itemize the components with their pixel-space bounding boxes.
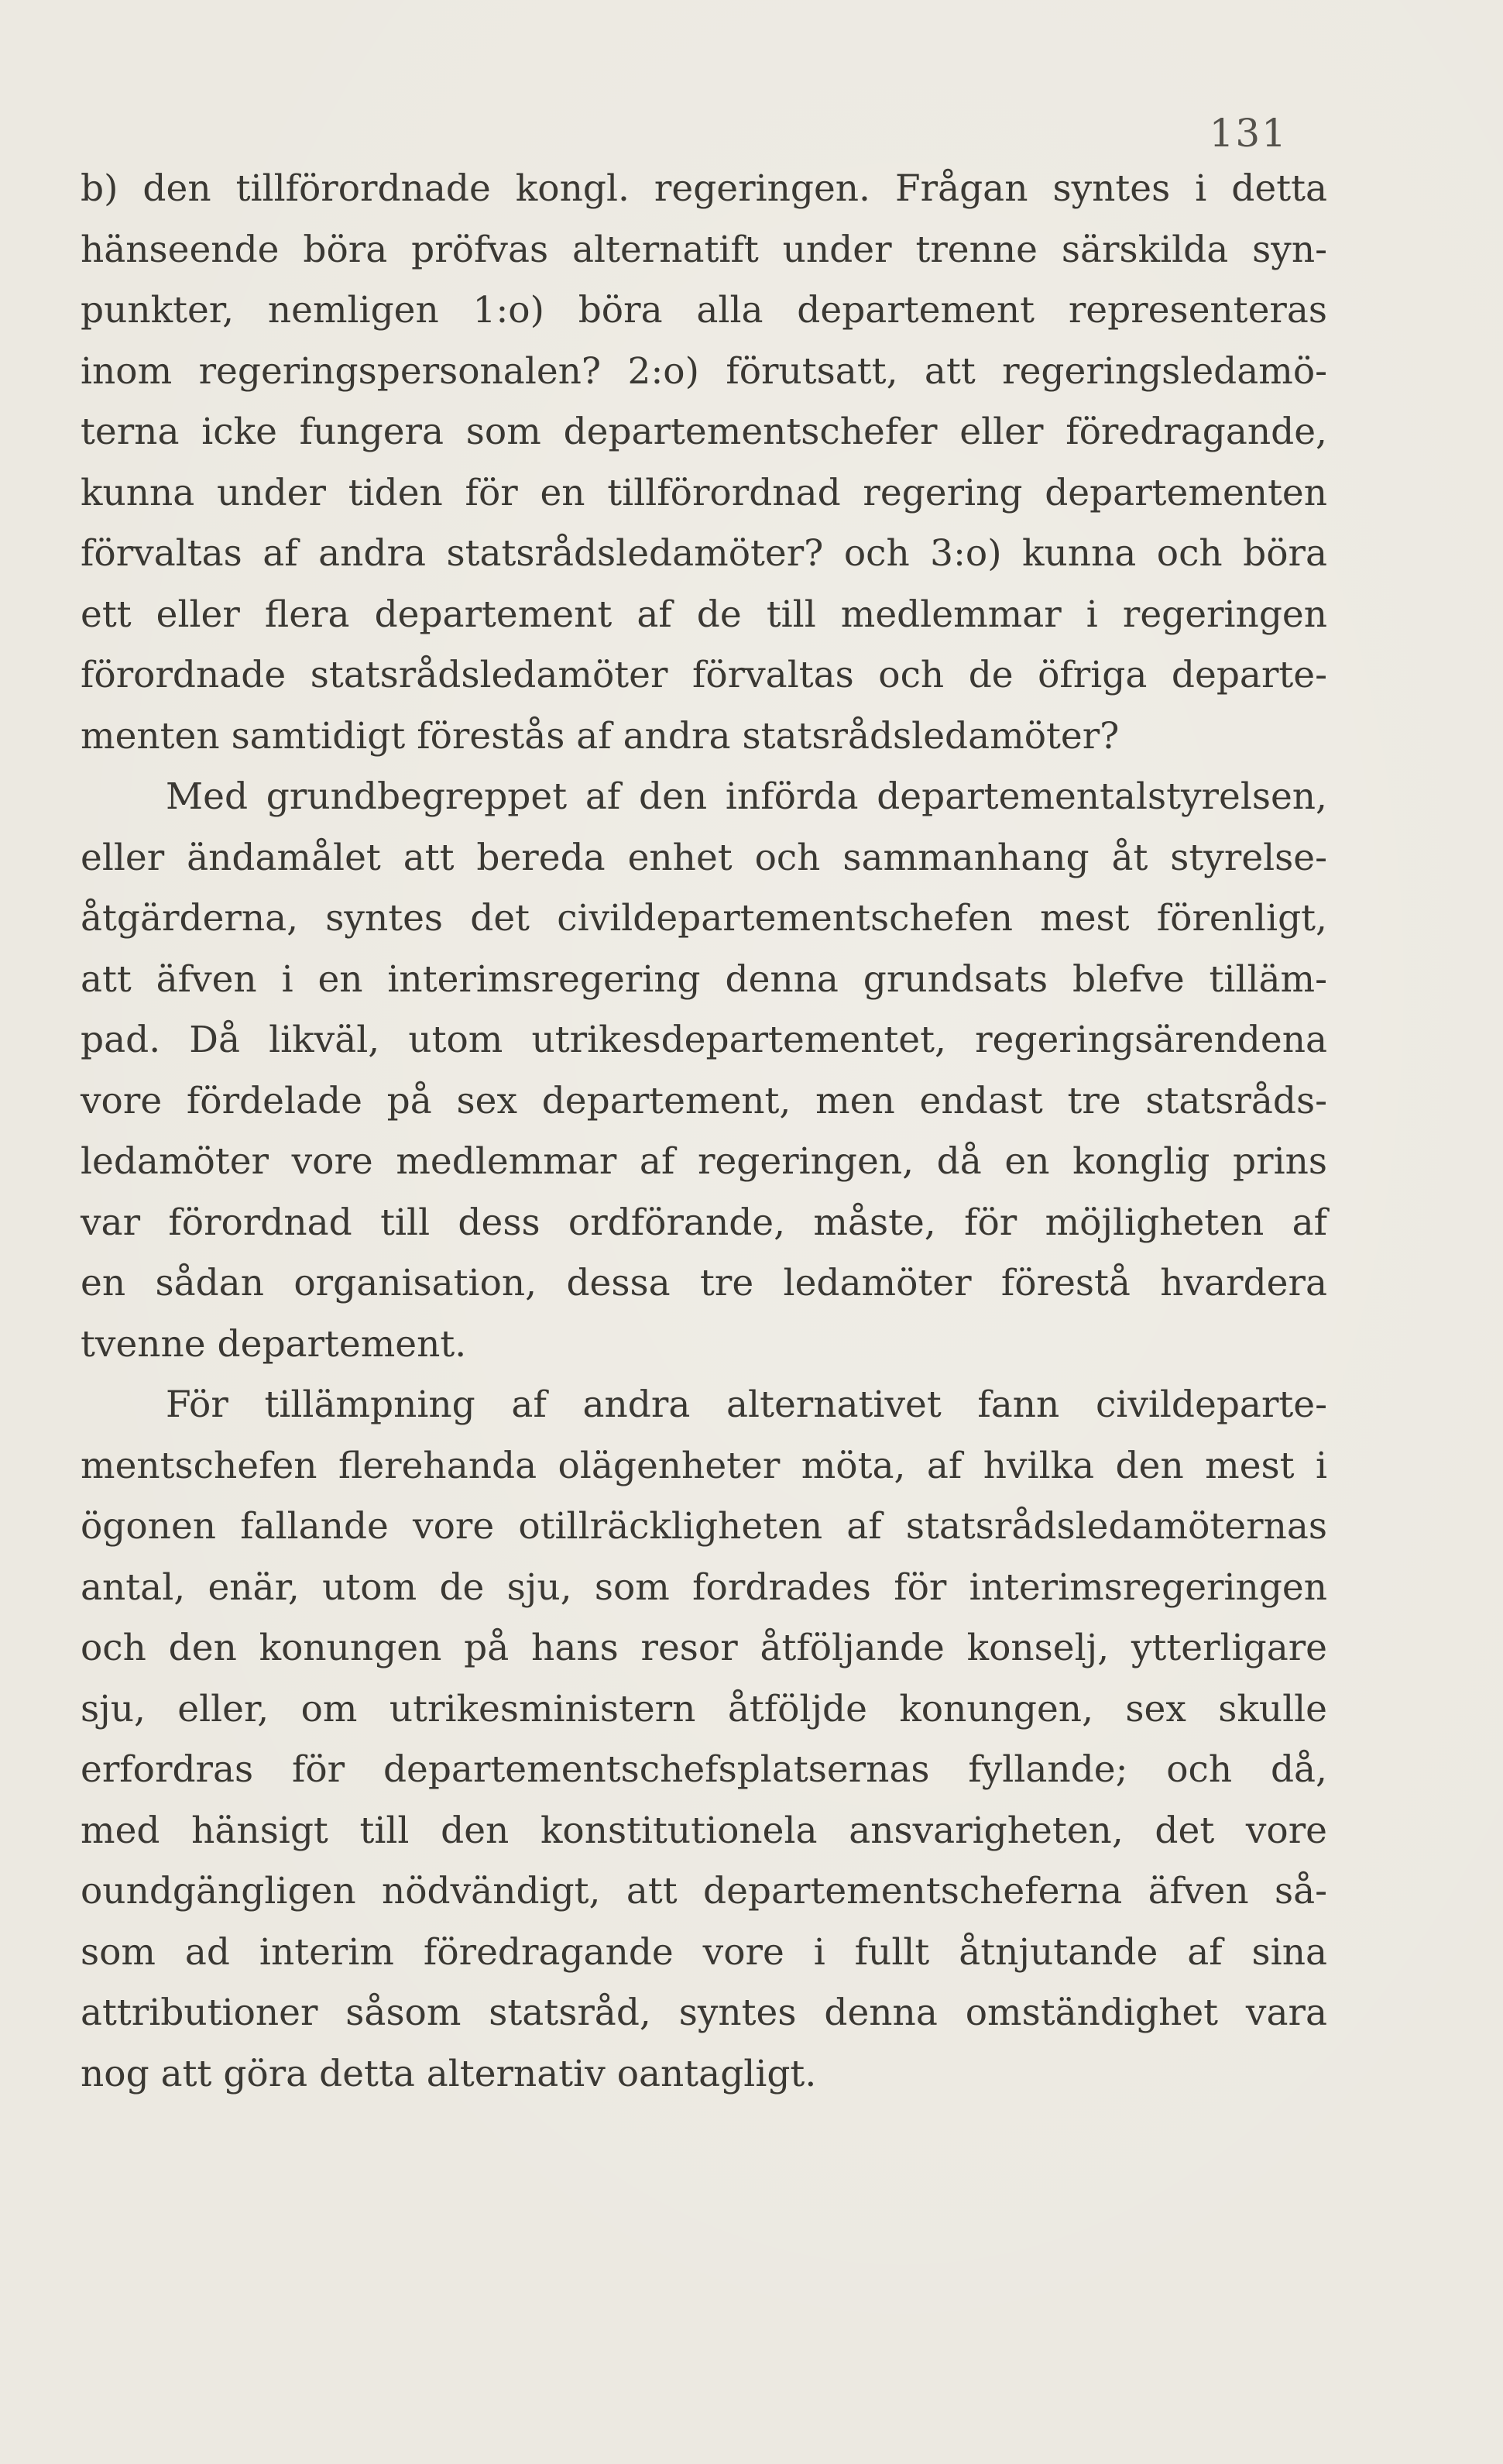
text-line: att äfven i en interimsregering denna grundsats blefve tilläm- xyxy=(81,957,1327,1001)
text-line: med hänsigt till den konstitutionela ansvarigheten, det vore xyxy=(81,1809,1327,1852)
text-line: erfordras för departementschefsplatsernas fyllande; och då, xyxy=(81,1748,1327,1791)
text-line: tvenne departement. xyxy=(81,1322,467,1366)
text-line: mentschefen flerehanda olägenheter möta, af hvilka den mest i xyxy=(81,1444,1327,1487)
text-line: förordnade statsrådsledamöter förvaltas och de öfriga departe- xyxy=(81,654,1327,696)
text-line: vore fördelade på sex departement, men endast tre statsråds- xyxy=(81,1079,1327,1122)
text-line: eller ändamålet att bereda enhet och sammanhang åt styrelse- xyxy=(81,836,1327,879)
text-line: kunna under tiden för en tillförordnad regering departementen xyxy=(81,471,1327,514)
text-line: åtgärderna, syntes det civildepartementschefen mest förenligt, xyxy=(81,897,1327,940)
text-line: en sådan organisation, dessa tre ledamöter förestå hvardera xyxy=(81,1262,1327,1304)
text-line: antal, enär, utom de sju, som fordrades för interimsregeringen xyxy=(81,1565,1327,1609)
text-line: ett eller flera departement af de till medlemmar i regeringen xyxy=(81,593,1327,636)
body-text xyxy=(81,159,1327,2105)
text-line: förvaltas af andra statsrådsledamöter? och 3:o) kunna och böra xyxy=(81,532,1327,575)
text-line: och den konungen på hans resor åtföljande konselj, ytterligare xyxy=(81,1627,1327,1669)
text-line: pad. Då likväl, utom utrikesdepartementet, regeringsärendena xyxy=(81,1019,1327,1061)
text-line: attributioner såsom statsråd, syntes denna omständighet vara xyxy=(81,1991,1327,2034)
text-line: som ad interim föredragande vore i fullt åtnjutande af sina xyxy=(81,1930,1327,1974)
text-line: b) den tillförordnade kongl. regeringen. Frågan syntes i detta xyxy=(81,167,1327,210)
paragraph-start-line: För tillämpning af andra alternativet fann civildeparte- xyxy=(166,1383,1327,1426)
text-line: inom regeringspersonalen? 2:o) förutsatt, att regeringsledamö- xyxy=(81,349,1327,393)
text-line: ögonen fallande vore otillräckligheten af statsrådsledamöternas xyxy=(81,1505,1327,1548)
text-line: ledamöter vore medlemmar af regeringen, då en konglig prins xyxy=(81,1140,1327,1183)
text-line: sju, eller, om utrikesministern åtföljde konungen, sex skulle xyxy=(81,1687,1327,1730)
text-line: var förordnad till dess ordförande, måste, för möjligheten af xyxy=(81,1201,1327,1244)
text-line: nog att göra detta alternativ oantagligt. xyxy=(81,2052,817,2095)
paragraph-start-line: Med grundbegreppet af den införda departementalstyrelsen, xyxy=(166,775,1327,818)
text-line: punkter, nemligen 1:o) böra alla departement representeras xyxy=(81,289,1327,332)
text-line: hänseende böra pröfvas alternatift under trenne särskilda syn- xyxy=(81,228,1327,271)
text-line: oundgängligen nödvändigt, att departementscheferna äfven så- xyxy=(81,1870,1327,1912)
text-line: terna icke fungera som departementschefer eller föredragande, xyxy=(81,411,1327,453)
text-line: menten samtidigt förestås af andra statsrådsledamöter? xyxy=(81,714,1120,758)
page-number: 131 xyxy=(1209,111,1288,156)
